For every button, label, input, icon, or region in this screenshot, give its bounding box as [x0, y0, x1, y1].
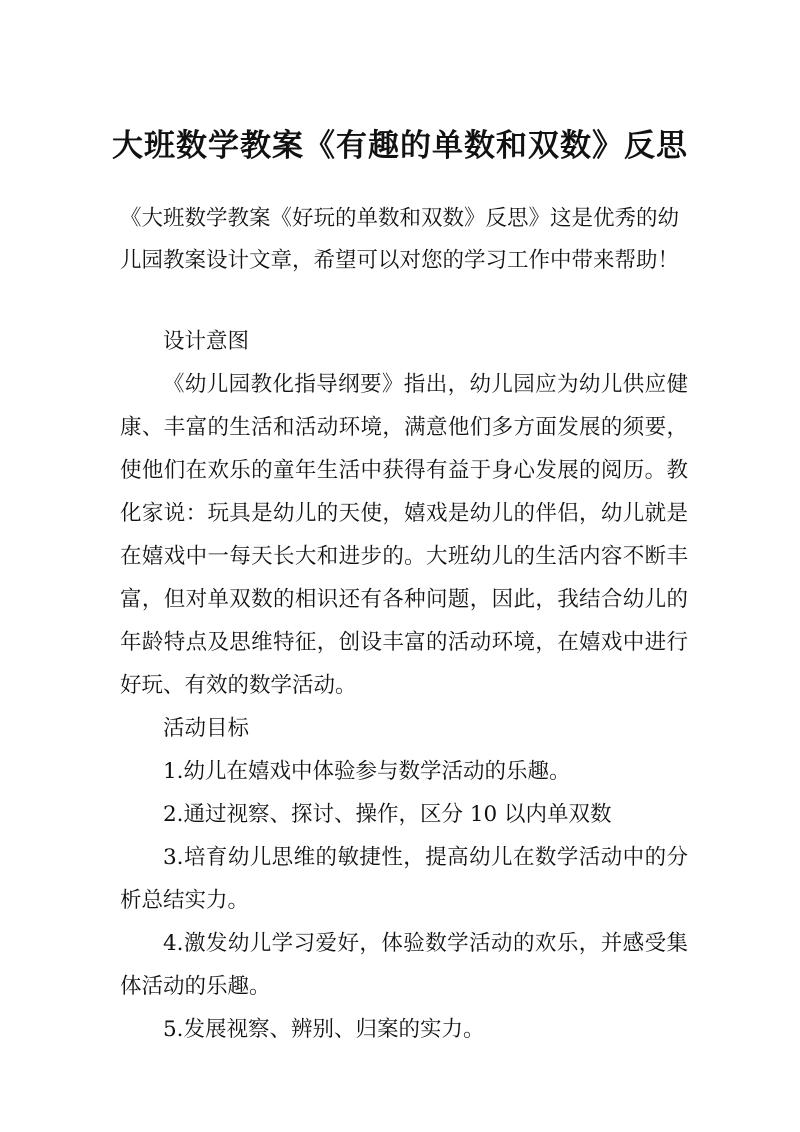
- intro-paragraph: 《大班数学教案《好玩的单数和双数》反思》这是优秀的幼儿园教案设计文章，希望可以对您的学习工作中带来帮助！: [120, 206, 680, 273]
- body-paragraph-design-intent: 《幼儿园教化指导纲要》指出，幼儿园应为幼儿供应健康、丰富的生活和活动环境，满意他们多方面发展的须要，使他们在欢乐的童年生活中获得有益于身心发展的阅历。教化家说：玩具是幼儿的天使，嬉戏是幼儿的伴侣，幼儿就是在嬉戏中一每天长大和进步的。大班幼儿的生活内容不断丰富，但对单双数的相识还有各种问题，因此，我结合幼儿的年龄特点及思维特征，创设丰富的活动环境，在嬉戏中进行好玩、有效的数学活动。: [120, 372, 688, 698]
- goal-item-3: 3.培育幼儿思维的敏捷性，提高幼儿在数学活动中的分析总结实力。: [120, 845, 688, 913]
- goal-item-1: 1.幼儿在嬉戏中体验参与数学活动的乐趣。: [163, 759, 571, 784]
- section-heading-activity-goals: 活动目标: [163, 716, 250, 741]
- section-heading-design-intent: 设计意图: [163, 329, 250, 354]
- document-title: 大班数学教案《有趣的单数和双数》反思: [112, 128, 688, 164]
- goal-item-5: 5.发展视察、辨别、归案的实力。: [163, 1017, 485, 1042]
- goal-item-2: 2.通过视察、探讨、操作，区分 10 以内单双数: [163, 802, 612, 827]
- goal-item-4: 4.激发幼儿学习爱好，体验数学活动的欢乐，并感受集体活动的乐趣。: [120, 931, 688, 999]
- document-body: [120, 320, 688, 1051]
